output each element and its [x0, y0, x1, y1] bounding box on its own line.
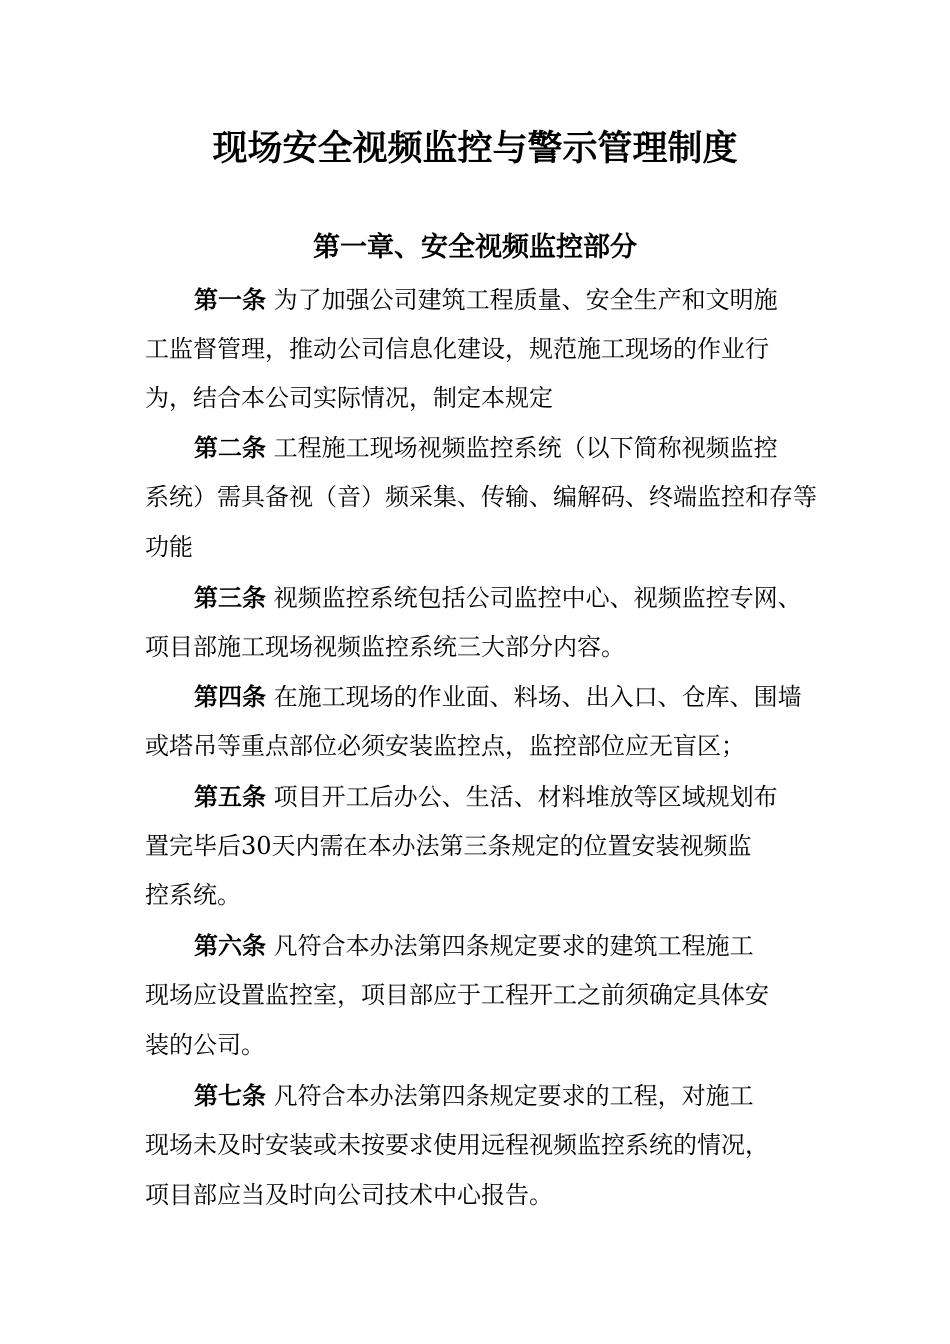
article-6-first-line [194, 929, 754, 963]
article-7-line-3: 项目部应当及时向公司技术中心报告。 [145, 1181, 553, 1209]
document-title: 现场安全视频监控与警示管理制度 [212, 128, 738, 169]
article-text: 项目开工后办公、生活、材料堆放等区域规划布 [273, 783, 778, 811]
article-4-line-2: 或塔吊等重点部位必须安装监控点，监控部位应无盲区； [145, 732, 745, 760]
article-1-first-line [194, 283, 778, 317]
article-label: 第六条 [194, 931, 266, 960]
article-6-line-2: 现场应设置监控室，项目部应于工程开工之前须确定具体安 [145, 981, 769, 1009]
article-7-first-line [194, 1079, 754, 1113]
article-label: 第五条 [194, 782, 266, 811]
article-7-line-2: 现场未及时安装或未按要求使用远程视频监控系统的情况， [145, 1131, 769, 1159]
article-4-first-line [194, 680, 802, 714]
article-2-line-2: 系统）需具备视（音）频采集、传输、编解码、终端监控和存等 [145, 483, 817, 511]
article-5-line-2: 置完毕后30天内需在本办法第三条规定的位置安装视频监 [145, 832, 752, 860]
article-3-line-2: 项目部施工现场视频监控系统三大部分内容。 [145, 633, 625, 661]
article-2-line-3: 功能 [145, 533, 193, 561]
article-5-first-line [194, 780, 778, 814]
article-label: 第一条 [194, 285, 266, 314]
chapter-title: 第一章、安全视频监控部分 [313, 232, 637, 263]
article-text: 视频监控系统包括公司监控中心、视频监控专网、 [273, 584, 802, 612]
article-text: 凡符合本办法第四条规定要求的建筑工程施工 [273, 932, 754, 960]
article-label: 第三条 [194, 583, 266, 612]
article-text: 工程施工现场视频监控系统（以下简称视频监控 [273, 434, 778, 462]
article-2-first-line [194, 431, 778, 465]
article-label: 第七条 [194, 1081, 266, 1110]
article-text: 凡符合本办法第四条规定要求的工程，对施工 [273, 1082, 754, 1110]
article-label: 第四条 [194, 682, 266, 711]
article-1-line-2: 工监督管理，推动公司信息化建设，规范施工现场的作业行 [145, 335, 769, 363]
article-3-first-line [194, 581, 802, 615]
article-label: 第二条 [194, 433, 266, 462]
article-text: 为了加强公司建筑工程质量、安全生产和文明施 [273, 286, 778, 314]
article-1-line-3: 为，结合本公司实际情况，制定本规定 [145, 384, 553, 412]
article-text: 在施工现场的作业面、料场、出入口、仓库、围墙 [273, 683, 802, 711]
article-6-line-3: 装的公司。 [145, 1031, 265, 1059]
article-5-line-3: 控系统。 [145, 881, 241, 909]
